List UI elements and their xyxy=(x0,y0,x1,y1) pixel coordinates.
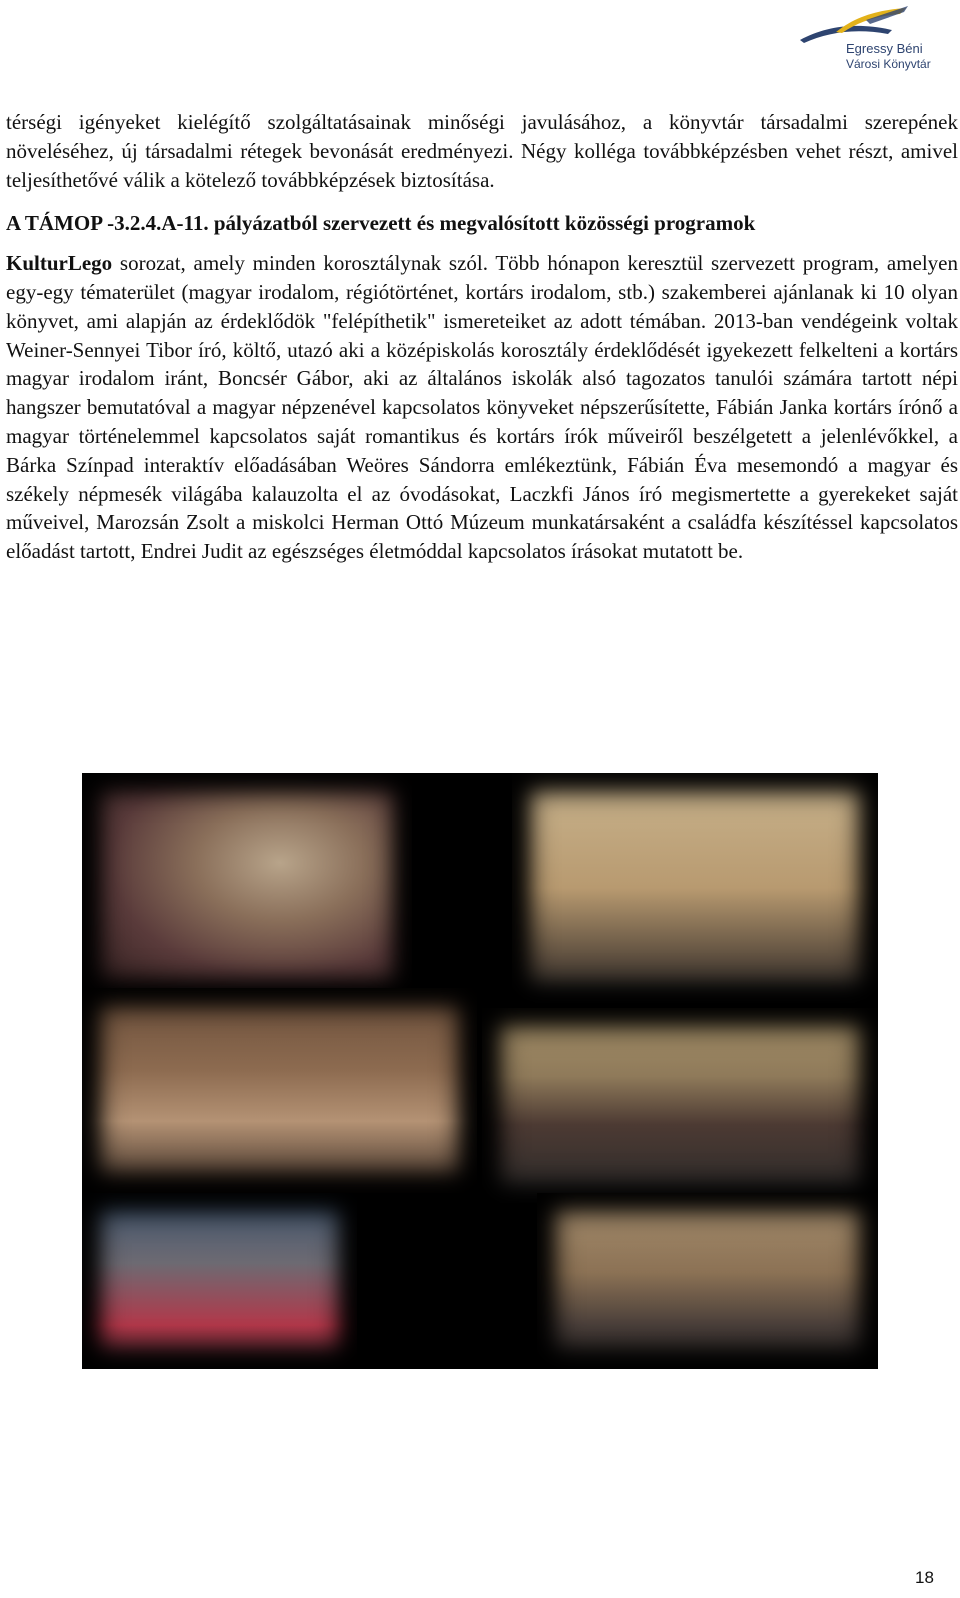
page-number: 18 xyxy=(915,1568,934,1587)
section-heading: A TÁMOP -3.2.4.A-11. pályázatból szervezett és megvalósított közösségi programok xyxy=(6,211,756,236)
paragraph-intro: térségi igényeket kielégítő szolgáltatásainak minőségi javulásához, a könyvtár társadalmi szerepének növeléséhez, új társadalmi rétegek bevonását eredményezi. Négy kolléga továbbképzésben vehet részt, amivel teljesíthetővé válik a kötelező továbbképzések biztosítása. xyxy=(6,110,958,192)
photo-author-reading xyxy=(82,1193,357,1369)
paragraph-lead: KulturLego xyxy=(6,251,113,276)
photo-folk-performance xyxy=(537,1193,878,1369)
logo-text-line2: Városi Könyvtár xyxy=(846,57,931,71)
photo-children-group xyxy=(82,988,477,1193)
paragraph-kulturlego xyxy=(6,249,958,566)
photo-reading-session xyxy=(482,1008,878,1203)
paragraph-body: sorozat, amely minden korosztálynak szól. Több hónapon keresztül szervezett program, amelyen egy-egy tématerület (magyar irodalom, régiótörténet, kortárs irodalom, stb.) szakemberei ajánlanak ki 10 olyan könyvet, ami alapján az érdeklődök "felépíthetik" ismereteiket az adott témában. 2013-ban vendégeink voltak Weiner-Sennyei Tibor író, költő, utazó aki a középiskolás korosztály érdeklődését igyekezett felkelteni a kortárs magyar irodalom iránt, Boncsér Gábor, aki az általános iskolák alsó tagozatos tanulói számára tartott népi hangszer bemutatóval a magyar népzenével kapcsolatos könyveket népszerűsítette, Fábián Janka kortárs írónő a magyar történelemmel kapcsolatos saját romantikus és kortárs írók műveiről beszélgetett a jelenlévőkkel, a Bárka Színpad interaktív előadásában Weöres Sándorra emlékeztünk, Fábián Éva mesemondó a magyar és székely népmesék világába kalauzolta el az óvodásokat, Laczkfi János író megismertette a gyerekeket saját műveivel, Marozsán Zsolt a miskolci Herman Ottó Múzeum munkatársaként a családfa készítéssel kapcsolatos előadást tartott, Endrei Judit az egészséges életmóddal kapcsolatos írásokat mutatott be. xyxy=(6,251,958,564)
library-logo xyxy=(796,6,956,76)
photo-collage xyxy=(82,773,878,1369)
photo-audience-hall xyxy=(82,773,412,998)
book-wing-icon xyxy=(796,6,916,46)
logo-text-line1: Egressy Béni xyxy=(846,41,923,56)
photo-presenter-seated xyxy=(512,773,878,1003)
document-body xyxy=(6,108,958,566)
